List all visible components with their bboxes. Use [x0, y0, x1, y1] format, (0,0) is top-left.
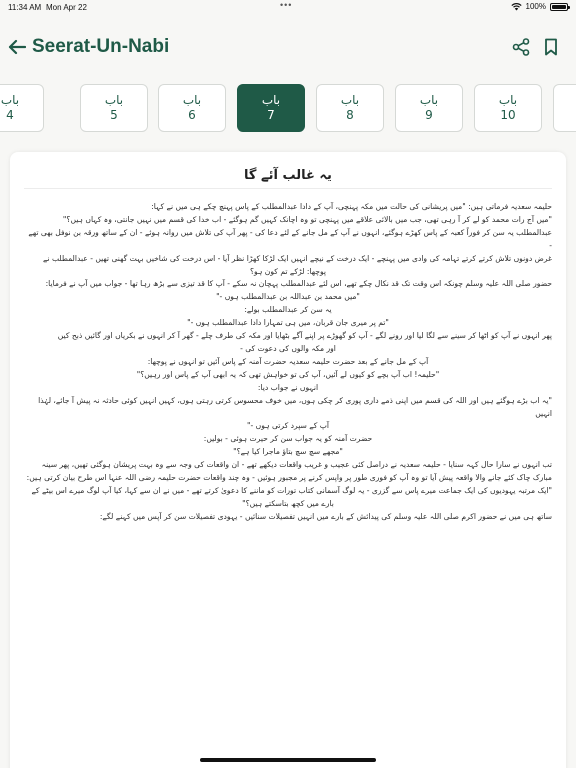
chapter-word: باب	[419, 93, 439, 107]
article-title: یہ غالب آئے گا	[244, 168, 332, 183]
article-paragraph: "حلیمہ! اب آپ بچے کو کیوں لے آئیں، آپ کی تو خواہش تھی کہ یہ ابھی آپ کے پاس اور رہیں؟"	[136, 369, 440, 379]
article-paragraph: آپ کے مل جانے کے بعد حضرت حلیمہ سعدیہ حضرت آمنہ کے پاس آئیں تو انہوں نے پوچھا:	[147, 356, 429, 366]
article-card	[10, 152, 566, 768]
page-title: Seerat-Un-Nabi	[32, 36, 170, 57]
chapter-tab-6[interactable]	[158, 84, 226, 132]
article-paragraph: حضور صلی اللہ علیہ وسلم چونکہ اس وقت تک قد نکال چکے تھے، اس لئے عبدالمطلب پہچان نہ سکے - آپ کا قد تیزی سے بڑھ رہا تھا - جواب میں آپ نے فرمایا:	[45, 279, 552, 289]
status-date: Mon Apr 22	[46, 3, 87, 12]
battery-percent: 100%	[525, 2, 546, 11]
article-paragraph: آپ کے سپرد کرتی ہوں -"	[246, 421, 330, 431]
article-paragraph: عبدالمطلب یہ سن کر فوراً کعبہ کے پاس کھڑے ہوگئے، انہوں نے آپ کے مل جانے کے لئے دعا کی - پھر آپ کی تلاش میں روانہ ہوئے - ان کے ساتھ ورقہ بن نوفل بھی تھے -	[28, 227, 552, 250]
chapter-number: 5	[110, 108, 118, 122]
chapter-word: باب	[498, 93, 518, 107]
article-body	[10, 189, 566, 524]
article-paragraph: "تم پر میری جان قربان، میں ہی تمہارا دادا عبدالمطلب ہوں -"	[187, 318, 389, 328]
home-indicator[interactable]	[200, 758, 376, 762]
article-paragraph: حلیمہ سعدیہ فرماتی ہیں: "میں پریشانی کی حالت میں مکہ پہنچی، آپ کے دادا عبدالمطلب کے پاس پہنچ چکے ہی میں نے کہا:	[151, 202, 552, 211]
chapter-tab-5[interactable]	[80, 84, 148, 132]
wifi-icon	[511, 3, 522, 11]
article-paragraph: پھر انہوں نے آپ کو اٹھا کر سینے سے لگا لیا اور رونے لگے - آپ کو گھوڑے پر اپنے آگے بٹھایا اور مکہ کی طرف چلے - گھر آ کر انہوں نے بکریاں اور گائیں ذبح کیں	[57, 331, 552, 341]
article-paragraph: انہوں نے جواب دیا:	[257, 382, 319, 392]
battery-level	[552, 5, 566, 9]
chapter-word: باب	[340, 93, 360, 107]
article-paragraph: ساتھ ہی میں نے حضور اکرم صلی اللہ علیہ وسلم کی پیدائش کے بارے میں انہیں تفصیلات سنائیں - یہودی تفصیلات سن کر آپس میں کہنے لگے:	[99, 511, 552, 521]
article-paragraph: یہ سن کر عبدالمطلب بولے:	[244, 305, 332, 315]
chapter-tab-8[interactable]	[316, 84, 384, 132]
article-paragraph: "میں آج رات محمد کو لے کر آ رہی تھی، جب میں بالائی علاقے میں پہنچی تو وہ اچانک کہیں گم ہوگئے - اب خدا کی قسم میں نہیں جانتی، وہ کہاں ہیں؟"	[62, 214, 552, 224]
share-button[interactable]	[512, 38, 534, 60]
chapter-number: 4	[6, 108, 14, 122]
back-button[interactable]	[6, 36, 28, 58]
bookmark-icon	[544, 38, 558, 56]
article-paragraph: "مجھے سچ سچ بتاؤ ماجرا کیا ہے؟"	[233, 447, 343, 457]
article-paragraph: اور مکہ والوں کی دعوت کی -	[240, 343, 336, 353]
status-bar	[0, 0, 576, 16]
chapter-word: باب	[0, 93, 20, 107]
article-paragraph: "ایک مرتبہ یہودیوں کی ایک جماعت میرے پاس سے گزری - یہ لوگ آسمانی کتاب تورات کو ماننے کا دعویٰ کرتے تھے - میں نے ان سے کہا، کیا آپ لوگ میرے اس بیٹے کے	[31, 485, 552, 495]
chapter-word: باب	[182, 93, 202, 107]
chapter-number: 9	[425, 108, 433, 122]
chapter-tab-10[interactable]	[474, 84, 542, 132]
bookmark-button[interactable]	[544, 38, 566, 60]
chapter-tab-partial[interactable]	[553, 84, 576, 132]
status-time: 11:34 AM	[8, 3, 42, 12]
article-paragraph: مبارک چاک کئے جانے والا واقعہ پیش آیا تو وہ آپ کو فوری طور پر واپس کرنے پر مجبور ہوئیں - وہ چند واقعات حضرت حلیمہ رضی اللہ عنہا اس طرح بیان کرتی ہیں:	[26, 473, 552, 483]
chapter-word: باب	[104, 93, 124, 107]
chapter-number: 10	[500, 108, 516, 122]
article-paragraph: "یہ اب بڑے ہوگئے ہیں اور اللہ کی قسم میں اپنی ذمے داری پوری کر چکی ہوں، میں خوف محسوس کرتی رہتی ہوں، کہیں انہیں کوئی حادثہ نہ پیش آ جائے، لہٰذا انہیں	[38, 395, 552, 418]
article-paragraph: بارے میں کچھ بتاسکتے ہیں؟"	[242, 498, 334, 508]
article-paragraph: حضرت آمنہ کو یہ جواب سن کر حیرت ہوئی - بولیں:	[203, 434, 373, 444]
battery-icon	[550, 3, 568, 11]
app-header	[0, 30, 576, 66]
status-right	[511, 2, 568, 11]
chapter-word: باب	[261, 93, 281, 107]
chapter-tab-9[interactable]	[395, 84, 463, 132]
chapter-number: 7	[267, 108, 275, 122]
article-paragraph: "میں محمد بن عبداللہ بن عبدالمطلب ہوں -"	[216, 292, 360, 302]
share-icon	[512, 38, 530, 56]
article-paragraph: تب انہوں نے سارا حال کہہ سنایا - حلیمہ سعدیہ نے دراصل کئی عجیب و غریب واقعات دیکھے تھے - ان واقعات کی وجہ سے وہ بہت پریشان ہوگئی تھیں، پھر سینہ	[41, 460, 552, 470]
article-paragraph: پوچھا: لڑکے تم کون ہو؟	[249, 266, 326, 276]
chapter-selector	[0, 84, 576, 134]
arrow-left-icon	[8, 39, 26, 55]
chapter-number: 8	[346, 108, 354, 122]
chapter-tab-4[interactable]	[0, 84, 44, 132]
article-paragraph: غرض دونوں تلاش کرتے کرتے تہامہ کی وادی میں پہنچے - ایک درخت کے نیچے انہیں ایک لڑکا کھڑا نظر آیا - اس درخت کی شاخیں بہت گھنی تھیں - عبدالمطلب نے	[42, 253, 552, 263]
multitasking-dots[interactable]: •••	[280, 0, 293, 10]
chapter-tab-7[interactable]	[237, 84, 305, 132]
chapter-number: 6	[188, 108, 196, 122]
